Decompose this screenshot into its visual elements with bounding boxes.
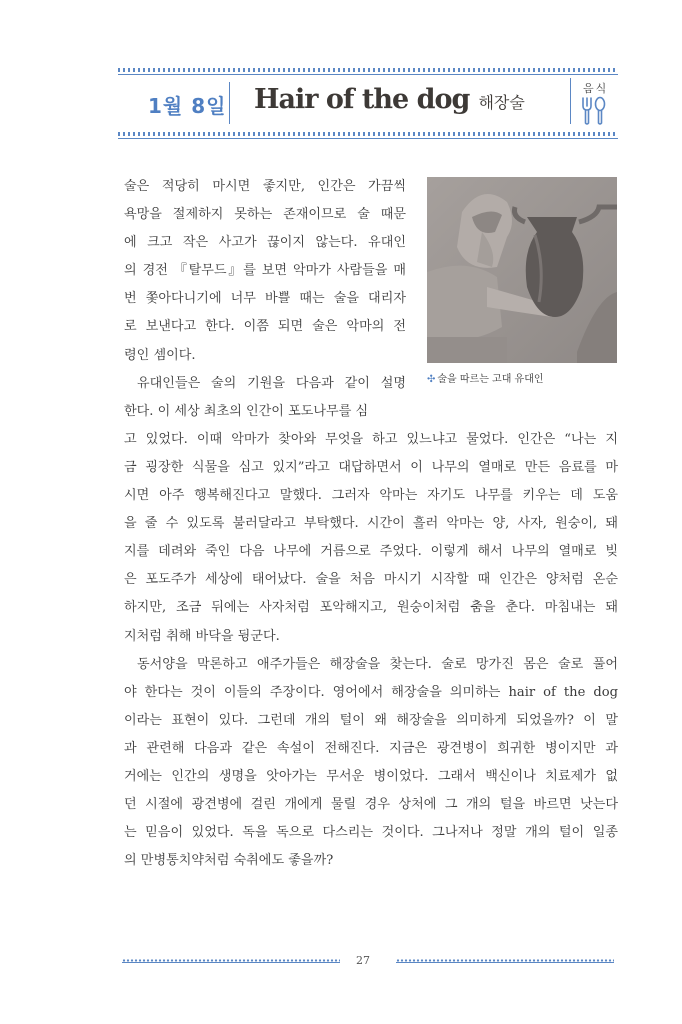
category-divider	[570, 78, 571, 124]
text-line: 령인 셈이다.	[124, 347, 196, 363]
text-line: 이라는 표현이 있다. 그런데 개의 털이 왜 해장술을 의미하게 되었을까? 이 말	[124, 712, 618, 728]
text-line: 의 경전 『탈무드』를 보면 악마가 사람들을 매	[124, 263, 406, 279]
caption-text: 술을 따르는 고대 유대인	[437, 374, 544, 385]
text-line: 던 시절에 광견병에 걸린 개에게 물릴 경우 상처에 그 개의 털을 바르면 낫는다	[124, 797, 618, 813]
text-line: 에 크고 작은 사고가 끊이지 않는다. 유대인	[124, 235, 406, 251]
text-line: 은 포도주가 세상에 태어났다. 술을 처음 마시기 시작할 때 인간은 양처럼 온순	[124, 572, 618, 588]
text-line: 한다. 이 세상 최초의 인간이 포도나무를 심	[124, 403, 369, 419]
text-line: 고 있었다. 이때 악마가 찾아와 무엇을 하고 있느냐고 물었다. 인간은 “나는 지	[124, 431, 618, 447]
fork-spoon-icon	[580, 96, 608, 130]
text-line: 지를 데려와 죽인 다음 나무에 거름으로 주었다. 이렇게 해서 나무의 열매로 빚	[124, 544, 618, 560]
header-divider	[229, 82, 230, 124]
text-line: 금 굉장한 식물을 심고 있지”라고 대답하면서 이 나무의 열매로 만든 음료를 마	[124, 459, 618, 475]
text-line: 지처럼 취해 바닥을 뒹군다.	[124, 628, 280, 644]
text-line: 욕망을 절제하지 못하는 존재이므로 술 때문	[124, 207, 406, 223]
text-line: 야 한다는 것이 이들의 주장이다. 영어에서 해장술을 의미하는 hair of the dog	[124, 684, 618, 700]
text-line: 는 믿음이 있었다. 독을 독으로 다스리는 것이다. 그나저나 정말 개의 털이 일종	[124, 825, 618, 841]
title-korean: 해장술	[478, 93, 525, 112]
entry-title	[254, 84, 525, 115]
text-line: 번 쫓아다니기에 너무 바쁠 때는 술을 대리자	[124, 291, 406, 307]
text-line: 유대인들은 술의 기원을 다음과 같이 설명	[137, 375, 406, 391]
category-label: 음식	[583, 82, 609, 95]
title-english: Hair of the dog	[254, 84, 470, 115]
caption-bullet-icon: ✣	[427, 374, 436, 385]
text-line: 과 관련해 다음과 같은 속설이 전해진다. 지금은 광견병이 희귀한 병이지만 과	[124, 740, 618, 756]
greek-key-border-top	[118, 68, 618, 75]
article-body	[124, 173, 618, 875]
text-line: 시면 아주 행복해진다고 말했다. 그러자 악마는 자기도 나무를 키우는 데 도움	[124, 488, 618, 504]
greek-key-border-bottom	[118, 132, 618, 139]
footer-ornament-left	[122, 959, 340, 965]
text-line: 하지만, 조금 뒤에는 사자처럼 포악해지고, 원숭이처럼 춤을 춘다. 마침내는 돼	[124, 600, 618, 616]
text-line: 의 만병통치약처럼 숙취에도 좋을까?	[124, 853, 334, 869]
text-line: 술은 적당히 마시면 좋지만, 인간은 가끔씩	[124, 179, 406, 194]
text-line: 로 보낸다고 한다. 이쯤 되면 술은 악마의 전	[124, 319, 406, 335]
page-header	[118, 76, 618, 130]
text-line: 동서양을 막론하고 애주가들은 해장술을 찾는다. 술로 망가진 몸은 술로 풀어	[137, 656, 618, 672]
footer-ornament-right	[396, 959, 614, 965]
text-line: 을 줄 수 있도록 불러달라고 부탁했다. 시간이 흘러 악마는 양, 사자, 원숭이, 돼	[124, 516, 618, 532]
text-line: 거에는 인간의 생명을 앗아가는 무서운 병이었다. 그래서 백신이나 치료제가 없	[124, 768, 618, 784]
entry-date: 1월 8일	[148, 94, 227, 118]
page-number: 27	[356, 954, 370, 967]
